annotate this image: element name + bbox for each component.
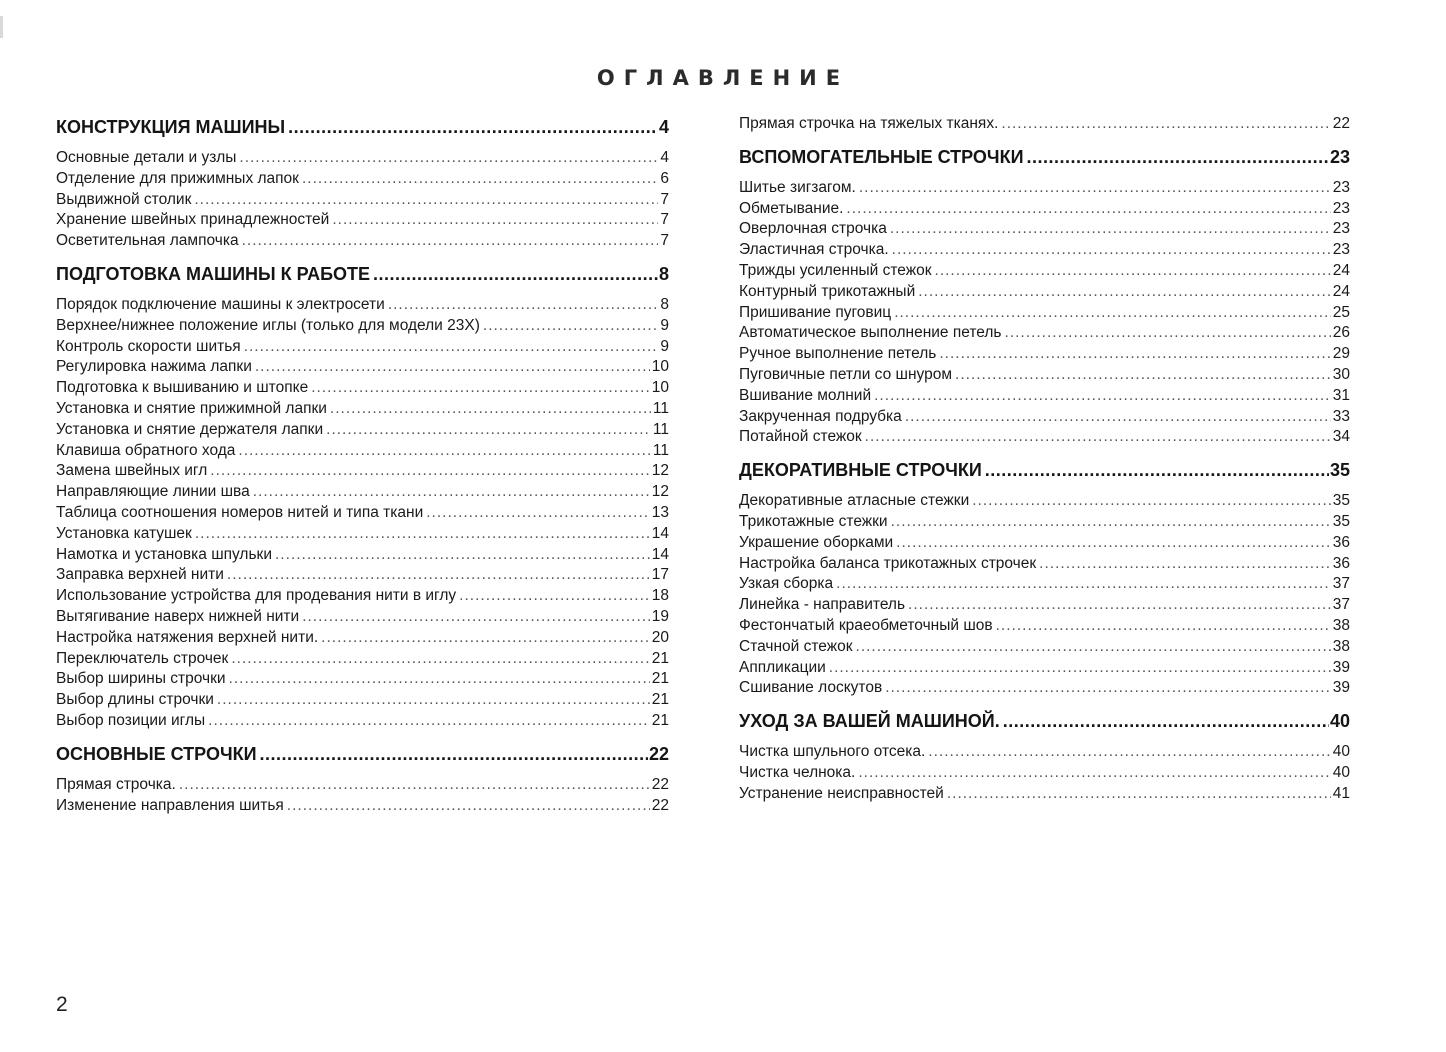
entry-page-number: 19 — [651, 607, 669, 625]
dot-leader — [1005, 323, 1331, 344]
entry-page-number: 25 — [1332, 303, 1350, 321]
entry-page-number: 33 — [1332, 407, 1350, 425]
entry-label: Настройка баланса трикотажных строчек — [739, 554, 1037, 572]
entry-label: Заправка верхней нити — [56, 566, 224, 584]
entry-page-number: 22 — [651, 796, 669, 814]
toc-entry[interactable] — [56, 337, 669, 358]
entry-label: Регулировка нажима лапки — [56, 358, 252, 376]
entry-label: Линейка - направитель — [739, 596, 906, 614]
entry-label: Вшивание молний — [739, 386, 872, 404]
dot-leader — [255, 357, 650, 378]
dot-leader — [195, 524, 650, 545]
toc-entry[interactable] — [739, 261, 1350, 282]
entry-label: Основные детали и узлы — [56, 149, 237, 166]
dot-leader — [194, 190, 658, 211]
dot-leader — [302, 169, 658, 190]
entry-label: Отделение для прижимных лапок — [56, 169, 299, 187]
dot-leader — [846, 199, 1330, 220]
entry-page-number: 7 — [660, 232, 669, 250]
toc-entry[interactable] — [56, 190, 669, 211]
dot-leader — [892, 240, 1331, 261]
entry-page-number: 11 — [652, 399, 669, 417]
dot-leader — [890, 219, 1331, 240]
toc-entry[interactable] — [739, 303, 1350, 324]
toc-section-heading[interactable] — [739, 457, 1350, 483]
entry-page-number: 40 — [1332, 763, 1350, 781]
toc-entry[interactable] — [739, 114, 1350, 135]
entry-page-number: 34 — [1332, 428, 1350, 446]
toc-section-heading[interactable] — [56, 741, 669, 767]
entry-page-number: 26 — [1332, 324, 1350, 342]
toc-right-column — [739, 114, 1350, 814]
toc-section-items — [56, 295, 669, 732]
entry-label: Аппликации — [739, 658, 826, 676]
entry-page-number: 36 — [1332, 533, 1350, 551]
entry-page-number: 14 — [651, 524, 669, 542]
toc-entry[interactable] — [56, 690, 669, 711]
dot-leader — [885, 678, 1331, 699]
section-title: ОСНОВНЫЕ СТРОЧКИ — [56, 743, 257, 764]
dot-leader — [275, 545, 650, 566]
toc-entry[interactable] — [739, 386, 1350, 407]
toc-section-items — [739, 742, 1350, 804]
dot-leader — [996, 616, 1331, 637]
entry-label: Клавиша обратного хода — [56, 441, 236, 459]
entry-page-number: 35 — [1332, 492, 1350, 510]
dot-leader — [947, 784, 1331, 805]
entry-page-number: 17 — [651, 566, 669, 584]
page-title: ОГЛАВЛЕНИЕ — [596, 66, 850, 90]
dot-leader — [985, 457, 1329, 483]
toc-entry[interactable] — [56, 461, 669, 482]
entry-label: Эластичная строчка. — [739, 241, 889, 259]
toc-lead-group — [739, 114, 1350, 135]
toc-entry[interactable] — [739, 616, 1350, 637]
dot-leader — [955, 365, 1331, 386]
dot-leader — [210, 461, 649, 482]
toc-entry[interactable] — [739, 427, 1350, 448]
toc-entry[interactable] — [739, 407, 1350, 428]
entry-page-number: 38 — [1332, 616, 1350, 634]
toc-entry[interactable] — [739, 595, 1350, 616]
dot-leader — [311, 378, 650, 399]
toc-entry[interactable] — [739, 512, 1350, 533]
entry-label: Прямая строчка на тяжелых тканях. — [739, 115, 999, 132]
dot-leader — [972, 491, 1331, 512]
dot-leader — [483, 316, 658, 337]
toc-entry[interactable] — [739, 574, 1350, 595]
dot-leader — [908, 595, 1331, 616]
toc-entry[interactable] — [56, 378, 669, 399]
entry-label: Закрученная подрубка — [739, 407, 902, 425]
entry-label: Автоматическое выполнение петель — [739, 324, 1002, 342]
toc-entry[interactable] — [739, 784, 1350, 805]
dot-leader — [896, 533, 1331, 554]
dot-leader — [935, 261, 1331, 282]
page-number: 2 — [56, 993, 68, 1016]
entry-label: Намотка и установка шпульки — [56, 545, 272, 563]
section-title: ПОДГОТОВКА МАШИНЫ К РАБОТЕ — [56, 263, 371, 284]
toc-entry[interactable] — [739, 365, 1350, 386]
toc-entry[interactable] — [56, 524, 669, 545]
entry-page-number: 24 — [1332, 282, 1350, 300]
toc-entry[interactable] — [56, 316, 669, 337]
toc-entry[interactable] — [56, 565, 669, 586]
entry-label: Подготовка к вышиванию и штопке — [56, 379, 309, 397]
entry-page-number: 37 — [1332, 575, 1350, 593]
entry-page-number: 6 — [660, 169, 669, 187]
entry-page-number: 21 — [651, 711, 669, 729]
entry-page-number: 22 — [1332, 115, 1350, 132]
entry-page-number: 10 — [651, 358, 669, 376]
toc-entry[interactable] — [56, 775, 669, 796]
dot-leader — [426, 503, 650, 524]
entry-page-number: 23 — [1332, 178, 1350, 196]
toc-entry[interactable] — [56, 420, 669, 441]
dot-leader — [321, 628, 650, 649]
entry-page-number: 40 — [1332, 743, 1350, 761]
entry-label: Таблица соотношения номеров нитей и типа ткани — [56, 503, 424, 521]
dot-leader — [928, 742, 1330, 763]
dot-leader — [332, 210, 658, 231]
dot-leader — [836, 574, 1331, 595]
toc-entry[interactable] — [56, 628, 669, 649]
dot-leader — [1001, 114, 1330, 135]
dot-leader — [874, 386, 1331, 407]
toc-section-items — [56, 775, 669, 817]
entry-label: Чистка челнока. — [739, 763, 856, 781]
toc-entry[interactable] — [56, 711, 669, 732]
entry-label: Шитье зигзагом. — [739, 178, 856, 196]
dot-leader — [858, 763, 1330, 784]
entry-label: Выбор позиции иглы — [56, 711, 206, 729]
entry-label: Контурный трикотажный — [739, 282, 916, 300]
entry-page-number: 39 — [1332, 679, 1350, 697]
dot-leader — [891, 512, 1331, 533]
entry-label: Чистка шпульного отсека. — [739, 743, 926, 761]
entry-label: Трикотажные стежки — [739, 512, 888, 530]
toc-entry[interactable] — [739, 658, 1350, 679]
entry-label: Выбор длины строчки — [56, 691, 214, 709]
toc-section-heading[interactable] — [56, 114, 669, 140]
entry-page-number: 21 — [651, 649, 669, 667]
entry-page-number: 13 — [651, 503, 669, 521]
entry-label: Ручное выполнение петель — [739, 345, 937, 363]
entry-page-number: 29 — [1332, 345, 1350, 363]
dot-leader — [905, 407, 1331, 428]
section-title: КОНСТРУКЦИЯ МАШИНЫ — [56, 117, 286, 137]
toc-section-items — [739, 178, 1350, 448]
toc-entry[interactable] — [56, 231, 669, 252]
section-page-number: 8 — [658, 263, 669, 284]
entry-label: Замена швейных игл — [56, 462, 208, 480]
dot-leader — [231, 649, 649, 670]
entry-page-number: 7 — [660, 211, 669, 229]
toc-section-items — [739, 491, 1350, 699]
toc-entry[interactable] — [56, 210, 669, 231]
toc-entry[interactable] — [739, 323, 1350, 344]
entry-label: Узкая сборка — [739, 575, 834, 593]
toc-entry[interactable] — [56, 586, 669, 607]
entry-page-number: 23 — [1332, 220, 1350, 238]
toc-entry[interactable] — [56, 669, 669, 690]
entry-page-number: 11 — [652, 441, 669, 459]
section-title: ДЕКОРАТИВНЫЕ СТРОЧКИ — [739, 460, 982, 481]
section-page-number: 35 — [1329, 460, 1350, 481]
dot-leader — [302, 607, 650, 628]
toc-entry[interactable] — [56, 441, 669, 462]
dot-leader — [260, 741, 648, 767]
entry-label: Осветительная лампочка — [56, 232, 239, 250]
dot-leader — [373, 261, 658, 287]
entry-label: Настройка натяжения верхней нити. — [56, 628, 319, 646]
dot-leader — [459, 586, 650, 607]
toc-entry[interactable] — [739, 219, 1350, 240]
entry-label: Выбор ширины строчки — [56, 670, 226, 688]
entry-label: Трижды усиленный стежок — [739, 261, 932, 279]
toc-entry[interactable] — [739, 199, 1350, 220]
entry-page-number: 12 — [651, 462, 669, 480]
entry-page-number: 24 — [1332, 261, 1350, 279]
entry-page-number: 4 — [660, 149, 669, 166]
dot-leader — [1027, 144, 1329, 170]
entry-page-number: 23 — [1332, 241, 1350, 259]
dot-leader — [939, 344, 1330, 365]
section-page-number: 23 — [1329, 146, 1350, 167]
entry-page-number: 21 — [651, 691, 669, 709]
toc-entry[interactable] — [739, 637, 1350, 658]
entry-page-number: 8 — [660, 295, 669, 313]
entry-label: Обметывание. — [739, 199, 844, 217]
toc-entry[interactable] — [56, 482, 669, 503]
entry-page-number: 39 — [1332, 658, 1350, 676]
toc-entry[interactable] — [739, 240, 1350, 261]
entry-label: Установка катушек — [56, 524, 192, 542]
dot-leader — [238, 441, 651, 462]
dot-leader — [287, 796, 650, 817]
entry-label: Выдвижной столик — [56, 190, 192, 208]
toc-entry[interactable] — [56, 796, 669, 817]
entry-label: Устранение неисправностей — [739, 784, 944, 802]
toc-entry[interactable] — [739, 491, 1350, 512]
dot-leader — [179, 775, 650, 796]
entry-label: Фестончатый краеобметочный шов — [739, 616, 993, 634]
entry-page-number: 38 — [1332, 637, 1350, 655]
dot-leader — [253, 482, 650, 503]
section-page-number: 22 — [648, 743, 669, 764]
entry-label: Направляющие линии шва — [56, 483, 250, 501]
toc-entry[interactable] — [739, 742, 1350, 763]
entry-label: Потайной стежок — [739, 428, 862, 446]
entry-label: Стачной стежок — [739, 637, 853, 655]
dot-leader — [244, 337, 659, 358]
entry-label: Декоративные атласные стежки — [739, 492, 970, 510]
entry-label: Установка и снятие держателя лапки — [56, 420, 324, 438]
entry-label: Переключатель строчек — [56, 649, 229, 667]
toc-entry[interactable] — [56, 399, 669, 420]
dot-leader — [856, 637, 1331, 658]
dot-leader — [918, 282, 1331, 303]
toc-entry[interactable] — [739, 344, 1350, 365]
entry-page-number: 11 — [652, 420, 669, 438]
entry-page-number: 10 — [651, 379, 669, 397]
entry-page-number: 22 — [651, 775, 669, 793]
dot-leader — [227, 565, 650, 586]
entry-page-number: 21 — [651, 670, 669, 688]
entry-page-number: 18 — [651, 587, 669, 605]
toc-entry[interactable] — [56, 357, 669, 378]
toc-entry[interactable] — [739, 678, 1350, 699]
entry-page-number: 7 — [660, 190, 669, 208]
toc-section-heading[interactable] — [56, 261, 669, 287]
entry-label: Установка и снятие прижимной лапки — [56, 399, 327, 417]
dot-leader — [288, 114, 658, 140]
entry-page-number: 30 — [1332, 365, 1350, 383]
entry-label: Изменение направления шитья — [56, 796, 284, 814]
entry-label: Украшение оборками — [739, 533, 894, 551]
entry-page-number: 23 — [1332, 199, 1350, 217]
dot-leader — [330, 399, 651, 420]
entry-page-number: 36 — [1332, 554, 1350, 572]
toc-entry[interactable] — [739, 763, 1350, 784]
dot-leader — [208, 711, 650, 732]
toc-entry[interactable] — [56, 295, 669, 316]
dot-leader — [894, 303, 1331, 324]
entry-label: Пришивание пуговиц — [739, 303, 892, 321]
toc-entry[interactable] — [56, 148, 669, 169]
scan-edge-mark — [0, 16, 3, 38]
toc-section-heading[interactable] — [739, 144, 1350, 170]
toc-entry[interactable] — [739, 533, 1350, 554]
entry-page-number: 14 — [651, 545, 669, 563]
entry-page-number: 41 — [1332, 784, 1350, 802]
dot-leader — [829, 658, 1331, 679]
toc-section-items — [56, 148, 669, 252]
entry-page-number: 31 — [1332, 386, 1350, 404]
entry-page-number: 9 — [660, 316, 669, 334]
entry-label: Оверлочная строчка — [739, 220, 887, 238]
dot-leader — [865, 427, 1331, 448]
dot-leader — [1039, 554, 1331, 575]
toc-entry[interactable] — [56, 503, 669, 524]
toc-entry[interactable] — [56, 169, 669, 190]
entry-page-number: 37 — [1332, 596, 1350, 614]
toc-left-column — [56, 114, 669, 825]
entry-page-number: 35 — [1332, 512, 1350, 530]
entry-page-number: 12 — [651, 483, 669, 501]
entry-label: Сшивание лоскутов — [739, 679, 883, 697]
section-page-number: 4 — [658, 117, 669, 137]
entry-label: Контроль скорости шитья — [56, 337, 241, 355]
toc-section-heading[interactable] — [739, 708, 1350, 734]
entry-label: Использование устройства для продевания нити в иглу — [56, 587, 457, 605]
entry-page-number: 20 — [651, 628, 669, 646]
entry-label: Пуговичные петли со шнуром — [739, 365, 953, 383]
dot-leader — [859, 178, 1331, 199]
dot-leader — [217, 690, 650, 711]
entry-label: Вытягивание наверх нижней нити — [56, 607, 300, 625]
toc-entry[interactable] — [739, 178, 1350, 199]
section-title: ВСПОМОГАТЕЛЬНЫЕ СТРОЧКИ — [739, 146, 1024, 167]
entry-label: Хранение швейных принадлежностей — [56, 211, 330, 229]
section-title: УХОД ЗА ВАШЕЙ МАШИНОЙ. — [739, 711, 1000, 732]
toc-entry[interactable] — [56, 649, 669, 670]
dot-leader — [388, 295, 659, 316]
toc-entry[interactable] — [739, 282, 1350, 303]
dot-leader — [229, 669, 650, 690]
toc-entry[interactable] — [56, 545, 669, 566]
entry-label: Порядок подключение машины к электросети — [56, 295, 385, 313]
toc-entry[interactable] — [739, 554, 1350, 575]
dot-leader — [242, 231, 659, 252]
entry-label: Верхнее/нижнее положение иглы (только для модели 23Х) — [56, 316, 480, 334]
dot-leader — [239, 148, 658, 169]
dot-leader — [1003, 708, 1329, 734]
section-page-number: 40 — [1329, 711, 1350, 732]
entry-page-number: 9 — [660, 337, 669, 355]
dot-leader — [326, 420, 651, 441]
entry-label: Прямая строчка. — [56, 775, 176, 793]
toc-entry[interactable] — [56, 607, 669, 628]
